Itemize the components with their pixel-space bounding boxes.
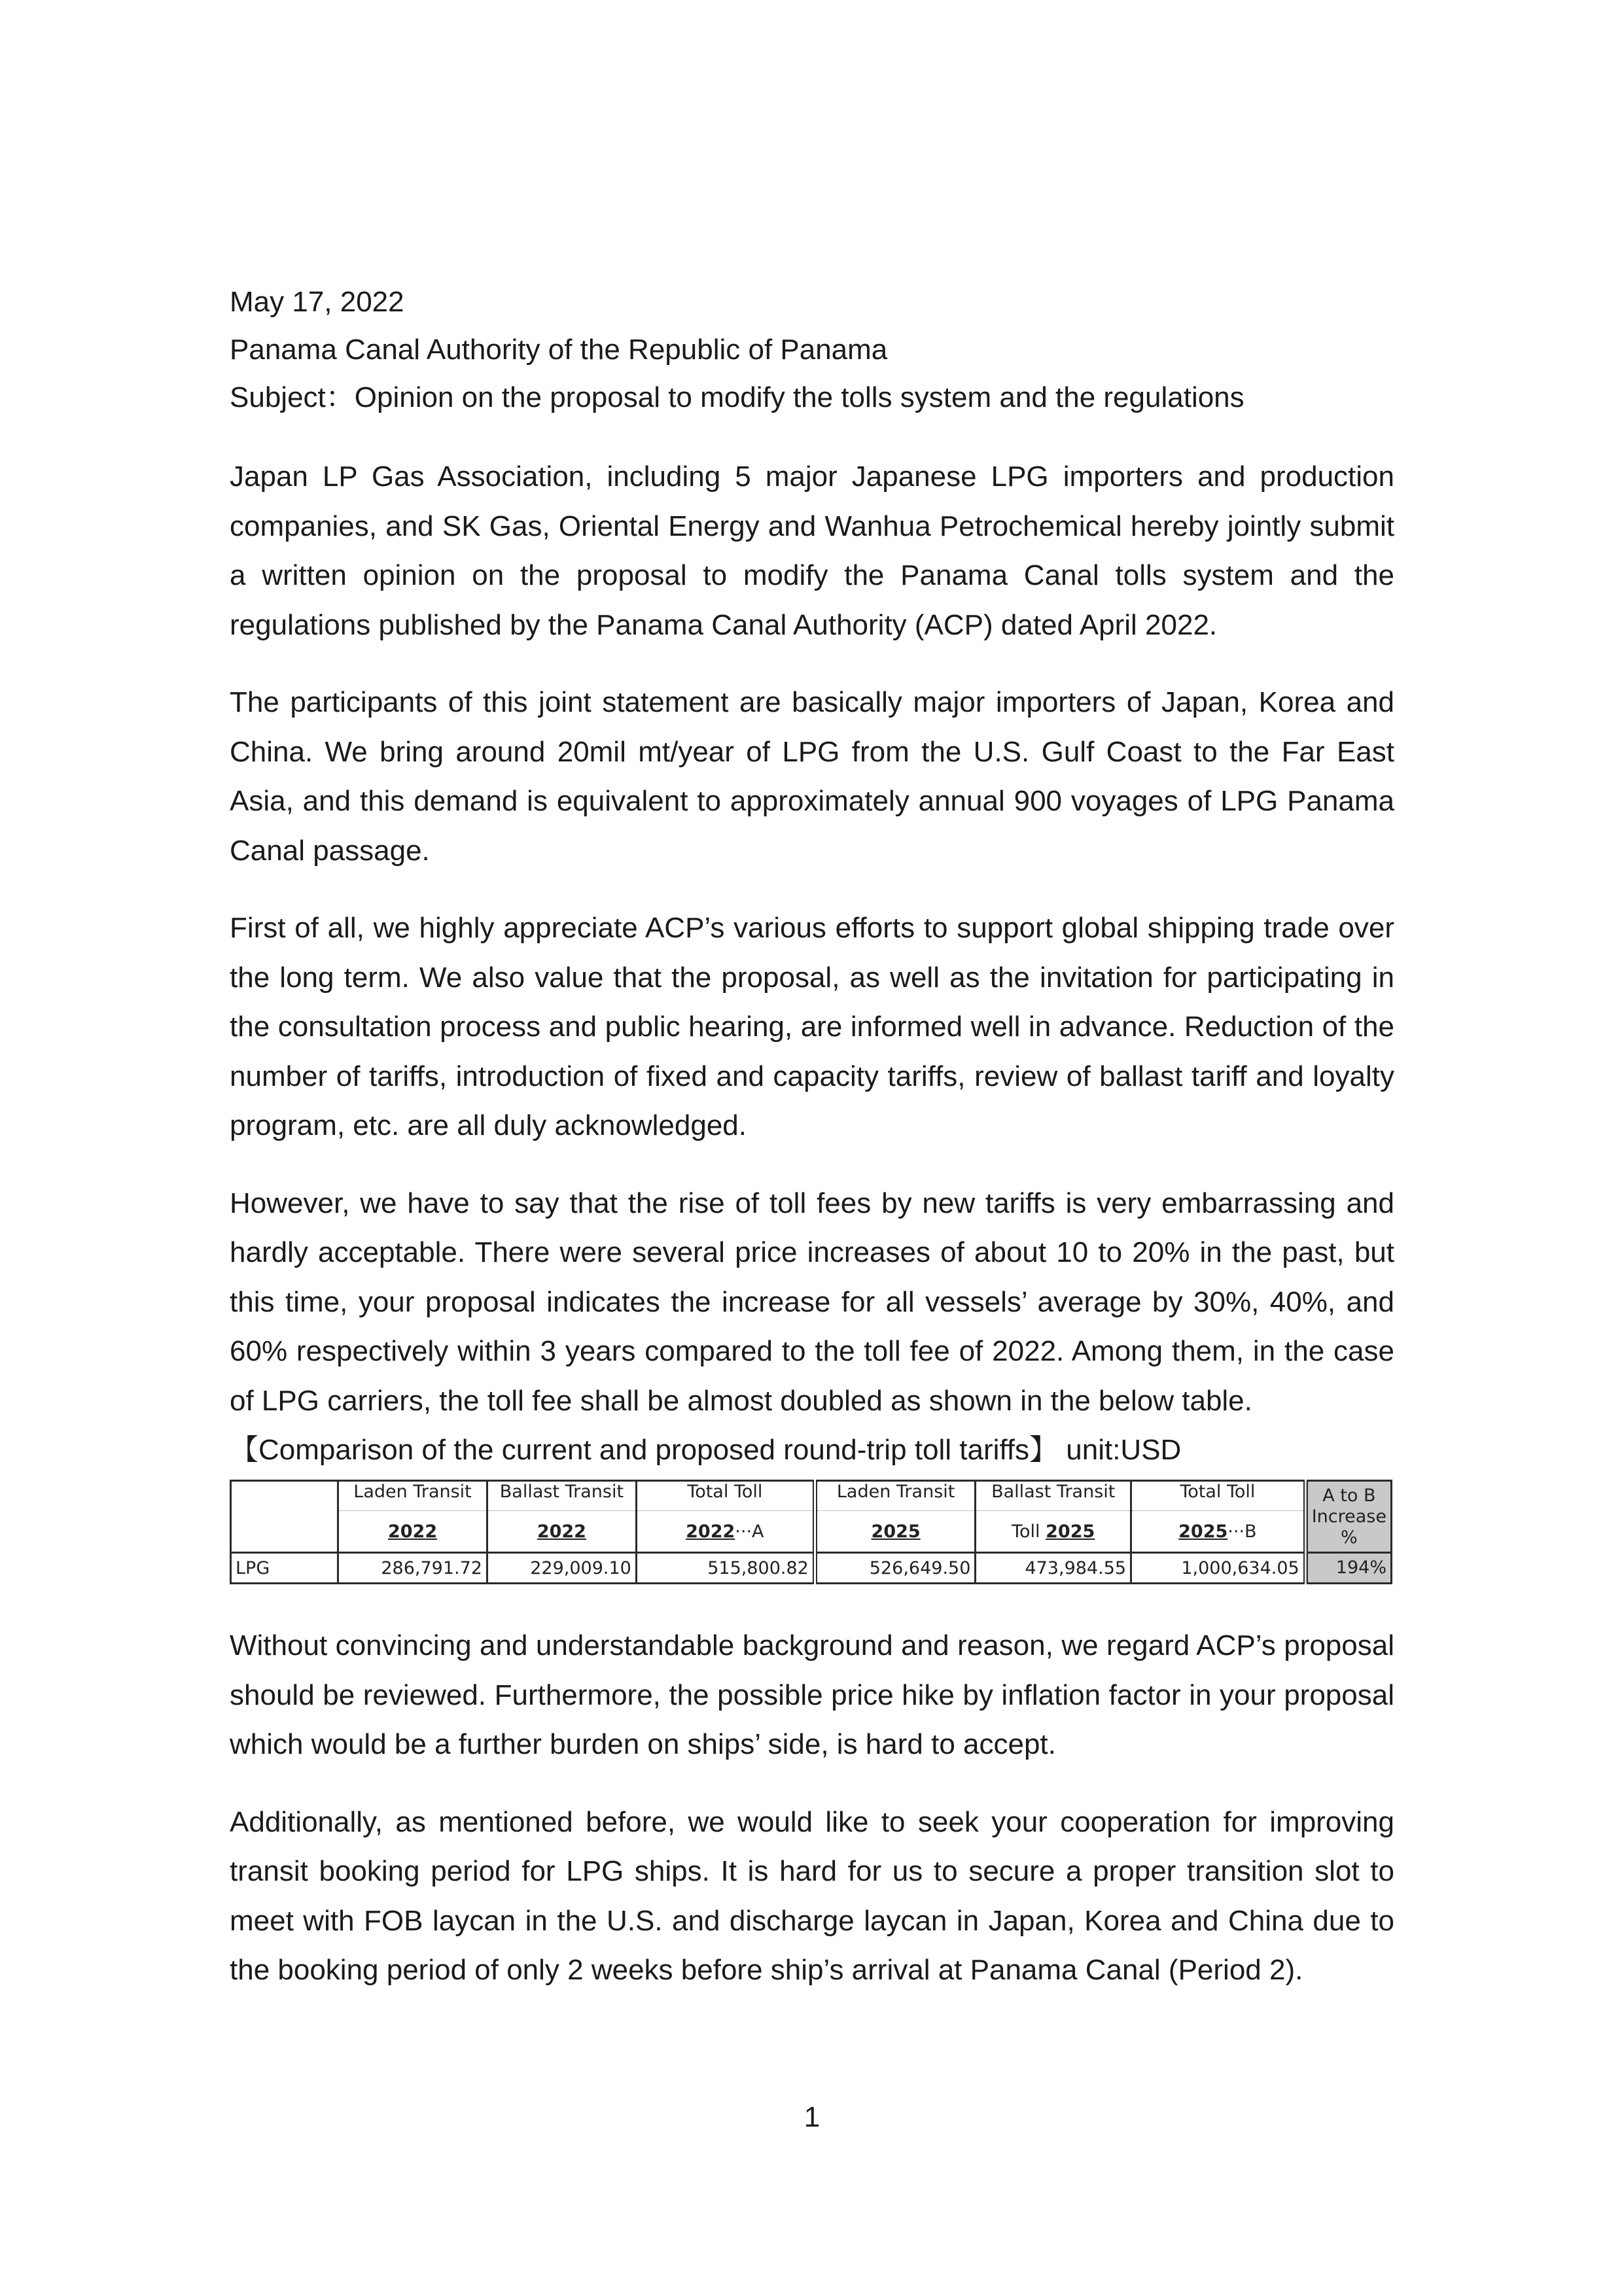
paragraph-toll-rise: However, we have to say that the rise of toll fees by new tariffs is very embarrassing and hardly acceptable. There were several price increases of about 10 to 20% in the past, but this time, your proposal indicates the increase for all vessels’ average by 30%, 40%, and 60% respectively within 3 years compared to the toll fee of 2022. Among them, in the case of LPG carriers, the toll fee shall be almost doubled as shown in the below table. [230, 1187, 1394, 1417]
cell-ballast-2022: 229,009.10 [487, 1553, 636, 1584]
header-marker-a: ···A [735, 1521, 764, 1542]
table-header-row-bottom [231, 1511, 1392, 1553]
letter-date: May 17, 2022 [230, 286, 404, 318]
cell-laden-2022: 286,791.72 [338, 1553, 487, 1584]
header-year-text: 2025 [1046, 1521, 1095, 1542]
cell-increase-percent: 194% [1305, 1553, 1391, 1584]
header-year-laden-2025 [815, 1511, 976, 1553]
header-year-text: 2025 [1178, 1521, 1228, 1542]
header-total-toll-2022: Total Toll [636, 1481, 815, 1511]
header-year-text: 2022 [537, 1521, 586, 1542]
header-total-toll-2025: Total Toll [1131, 1481, 1306, 1511]
header-year-laden-2022 [338, 1511, 487, 1553]
paragraph-intro: Japan LP Gas Association, including 5 major Japanese LPG importers and production companies, and SK Gas, Oriental Energy and Wanhua Petrochemical hereby jointly submit a written opinion on the proposal to modify the Panama Canal tolls system and the regulations published by the Panama Canal Authority (ACP) dated April 2022. [230, 461, 1394, 641]
table-caption: 【Comparison of the current and proposed round-trip toll tariffs】 unit:USD [230, 1434, 1182, 1466]
header-ballast-transit-2025: Ballast Transit [976, 1481, 1131, 1511]
letter-page [230, 278, 1394, 1995]
table-row-lpg [231, 1553, 1392, 1584]
header-year-text: 2022 [686, 1521, 735, 1542]
letter-recipient: Panama Canal Authority of the Republic of Panama [230, 334, 888, 366]
header-increase-line-1: A to B [1322, 1485, 1376, 1506]
header-increase-line-3: % [1341, 1527, 1358, 1548]
header-increase-percent [1305, 1481, 1391, 1553]
header-marker-b: ···B [1227, 1521, 1257, 1542]
header-ballast-transit-2022: Ballast Transit [487, 1481, 636, 1511]
header-year-ballast-2022 [487, 1511, 636, 1553]
letter-subject: Subject：Opinion on the proposal to modify the tolls system and the regulations [230, 381, 1244, 413]
header-year-ballast-2025 [976, 1511, 1131, 1553]
cell-laden-2025: 526,649.50 [815, 1553, 976, 1584]
header-year-total-2022 [636, 1511, 815, 1553]
paragraph-review-request: Without convincing and understandable background and reason, we regard ACP’s proposal should be reviewed. Furthermore, the possible price hike by inflation factor in your proposal which would be a further burden on ships’ side, is hard to accept. [230, 1629, 1394, 1760]
header-laden-transit-2022: Laden Transit [338, 1481, 487, 1511]
cell-total-2022: 515,800.82 [636, 1553, 815, 1584]
header-year-text: 2022 [387, 1521, 438, 1542]
header-year-total-2025 [1131, 1511, 1306, 1553]
cell-total-2025: 1,000,634.05 [1131, 1553, 1306, 1584]
row-label-lpg: LPG [231, 1553, 338, 1584]
header-laden-transit-2025: Laden Transit [815, 1481, 976, 1511]
paragraph-appreciation: First of all, we highly appreciate ACP’s various efforts to support global shipping trade over the long term. We also value that the proposal, as well as the invitation for participating in the consultation process and public hearing, are informed well in advance. Reduction of the number of tariffs, introduction of fixed and capacity tariffs, review of ballast tariff and loyalty program, etc. are all duly acknowledged. [230, 912, 1394, 1141]
toll-comparison-table [230, 1480, 1392, 1584]
header-increase-line-2: Increase [1311, 1506, 1386, 1527]
header-year-text: 2025 [871, 1521, 921, 1542]
page-number: 1 [803, 2101, 821, 2133]
table-corner-cell [231, 1481, 338, 1553]
paragraph-participants: The participants of this joint statement are basically major importers of Japan, Korea and China. We bring around 20mil mt/year of LPG from the U.S. Gulf Coast to the Far East Asia, and this demand is equivalent to approximately annual 900 voyages of LPG Panama Canal passage. [230, 686, 1394, 867]
header-toll-prefix: Toll [1012, 1521, 1046, 1542]
cell-ballast-2025: 473,984.55 [976, 1553, 1131, 1584]
paragraph-booking-period: Additionally, as mentioned before, we would like to seek your cooperation for improving transit booking period for LPG ships. It is hard for us to secure a proper transition slot to meet with FOB laycan in the U.S. and discharge laycan in Japan, Korea and China due to the booking period of only 2 weeks before ship’s arrival at Panama Canal (Period 2). [230, 1805, 1394, 1986]
table-header-row-top [231, 1481, 1392, 1511]
